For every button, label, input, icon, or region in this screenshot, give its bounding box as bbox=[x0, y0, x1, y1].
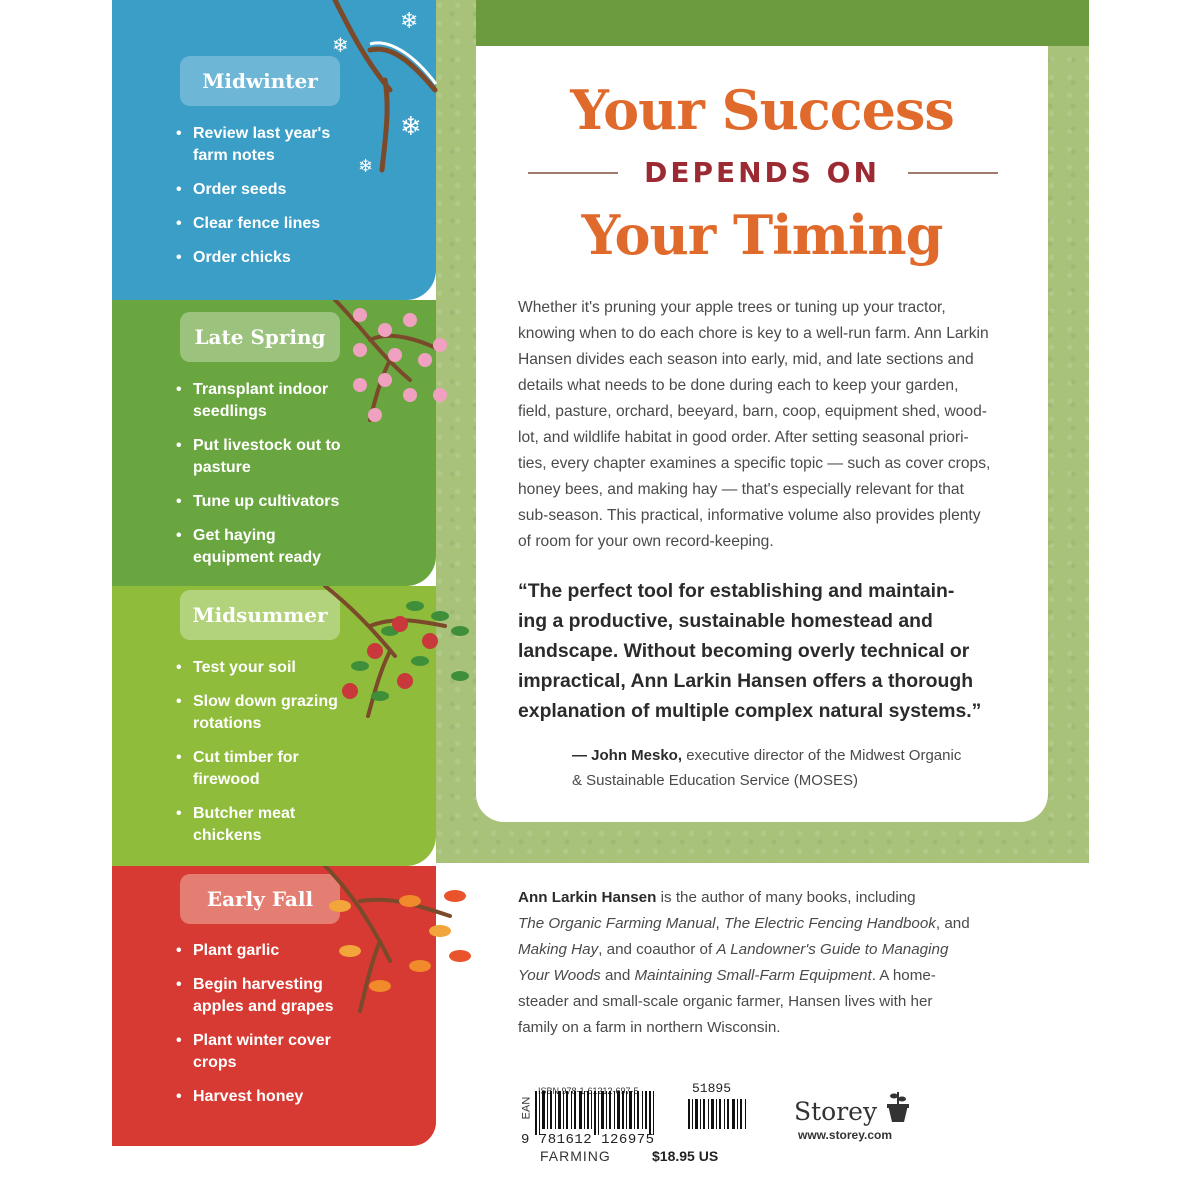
bio-text: . A home- bbox=[871, 967, 936, 984]
list-item: • Cut timber for firewood bbox=[176, 747, 338, 791]
publisher-url: www.storey.com bbox=[798, 1128, 893, 1142]
description-line: lot, and wildlife habitat in good order. After setting seasonal priori- bbox=[518, 429, 969, 446]
publisher-logo bbox=[794, 1090, 911, 1126]
price-label: $18.95 US bbox=[652, 1148, 719, 1164]
author-bio bbox=[518, 885, 988, 1041]
headline-panel bbox=[476, 46, 1048, 822]
book-description bbox=[518, 295, 1008, 555]
list-item: • Plant winter cover crops bbox=[176, 1030, 334, 1074]
description-line: details what needs to be done during each to keep your garden, bbox=[518, 377, 959, 394]
green-top-band bbox=[476, 0, 1089, 46]
svg-text:❄: ❄ bbox=[358, 156, 374, 177]
attribution-name: — John Mesko, bbox=[572, 747, 683, 764]
season-tab-late-spring: Late Spring bbox=[180, 312, 340, 362]
pot-plant-icon bbox=[885, 1090, 911, 1124]
description-line: honey bees, and making hay — that's especially relevant for that bbox=[518, 481, 964, 498]
headline-your-success: Your Success bbox=[570, 78, 954, 142]
quote-line: ing a productive, sustainable homestead and bbox=[518, 610, 933, 632]
quote-line: impractical, Ann Larkin Hansen offers a thorough bbox=[518, 670, 974, 692]
description-line: knowing when to do each chore is key to a well-run farm. Ann Larkin bbox=[518, 325, 989, 342]
list-item: • Order seeds bbox=[176, 179, 330, 201]
list-item: • Test your soil bbox=[176, 657, 338, 679]
list-item: • Harvest honey bbox=[176, 1086, 334, 1108]
attribution-title: executive director of the Midwest Organic bbox=[682, 747, 962, 764]
svg-text:❄: ❄ bbox=[400, 9, 419, 34]
list-item: • Transplant indoor seedlings bbox=[176, 379, 341, 423]
bio-text: steader and small-scale organic farmer, Hansen lives with her bbox=[518, 993, 933, 1010]
quote-line: explanation of multiple complex natural systems.” bbox=[518, 700, 982, 722]
spring-blossom-illustration bbox=[330, 300, 470, 430]
list-item: • Review last year's farm notes bbox=[176, 123, 330, 167]
endorsement-quote bbox=[518, 576, 1018, 726]
season-list bbox=[176, 123, 330, 281]
quote-attribution bbox=[572, 743, 961, 793]
list-item: • Slow down grazing rotations bbox=[176, 691, 338, 735]
price-code: 51895 bbox=[692, 1081, 732, 1096]
season-list bbox=[176, 940, 334, 1120]
isbn-text: ISBN 978-1-61212-697-5 bbox=[538, 1086, 639, 1096]
author-name: Ann Larkin Hansen bbox=[518, 889, 657, 906]
book-title: The Electric Fencing Handbook bbox=[723, 915, 936, 932]
publisher-name: Storey bbox=[794, 1097, 878, 1126]
bio-text: family on a farm in northern Wisconsin. bbox=[518, 1019, 781, 1036]
book-title: Making Hay bbox=[518, 941, 599, 958]
season-tab-early-fall: Early Fall bbox=[180, 874, 340, 924]
book-title: Your Woods bbox=[518, 967, 601, 984]
description-line: of room for your own record-keeping. bbox=[518, 533, 774, 550]
book-title: A Landowner's Guide to Managing bbox=[716, 941, 949, 958]
svg-text:❄: ❄ bbox=[332, 33, 349, 57]
season-tab-midwinter: Midwinter bbox=[180, 56, 340, 106]
list-item: • Clear fence lines bbox=[176, 213, 330, 235]
bio-text: , and coauthor of bbox=[598, 941, 717, 958]
description-line: Whether it's pruning your apple trees or tuning up your tractor, bbox=[518, 299, 946, 316]
list-item: • Begin harvesting apples and grapes bbox=[176, 974, 334, 1018]
ean-label: EAN bbox=[520, 1096, 533, 1120]
list-item: • Tune up cultivators bbox=[176, 491, 341, 513]
description-line: sub-season. This practical, informative volume also provides plenty bbox=[518, 507, 981, 524]
summer-apple-branch-illustration bbox=[320, 586, 475, 726]
headline-your-timing: Your Timing bbox=[581, 203, 943, 267]
list-item: • Plant garlic bbox=[176, 940, 334, 962]
list-item: • Put livestock out to pasture bbox=[176, 435, 341, 479]
book-title: Maintaining Small-Farm Equipment bbox=[634, 967, 872, 984]
book-title: The Organic Farming Manual bbox=[518, 915, 716, 932]
bio-text: , bbox=[715, 915, 724, 932]
winter-branch-illustration bbox=[330, 0, 440, 180]
barcode-digits: 9 781612 126975 bbox=[521, 1132, 655, 1148]
list-item: • Get haying equipment ready bbox=[176, 525, 341, 569]
season-tab-midsummer: Midsummer bbox=[180, 590, 340, 640]
list-item: • Butcher meat chickens bbox=[176, 803, 338, 847]
quote-line: landscape. Without becoming overly technical or bbox=[518, 640, 970, 662]
season-list bbox=[176, 379, 341, 581]
headline-depends-on: DEPENDS ON bbox=[644, 156, 880, 189]
quote-line: “The perfect tool for establishing and maintain- bbox=[518, 580, 955, 602]
svg-text:❄: ❄ bbox=[400, 112, 422, 142]
divider-right bbox=[908, 172, 998, 174]
season-list bbox=[176, 657, 338, 859]
description-line: ties, every chapter examines a specific topic — such as cover crops, bbox=[518, 455, 991, 472]
description-line: field, pasture, orchard, beeyard, barn, coop, equipment shed, wood- bbox=[518, 403, 987, 420]
depends-on-row bbox=[476, 150, 1048, 190]
bio-text: is the author of many books, including bbox=[656, 889, 916, 906]
attribution-organization: & Sustainable Education Service (MOSES) bbox=[572, 772, 858, 789]
fall-leaves-illustration bbox=[320, 866, 480, 1016]
list-item: • Order chicks bbox=[176, 247, 330, 269]
bio-text: , and bbox=[935, 915, 970, 932]
bio-text: and bbox=[600, 967, 635, 984]
category-label: FARMING bbox=[540, 1148, 611, 1164]
description-line: Hansen divides each season into early, mid, and late sections and bbox=[518, 351, 974, 368]
